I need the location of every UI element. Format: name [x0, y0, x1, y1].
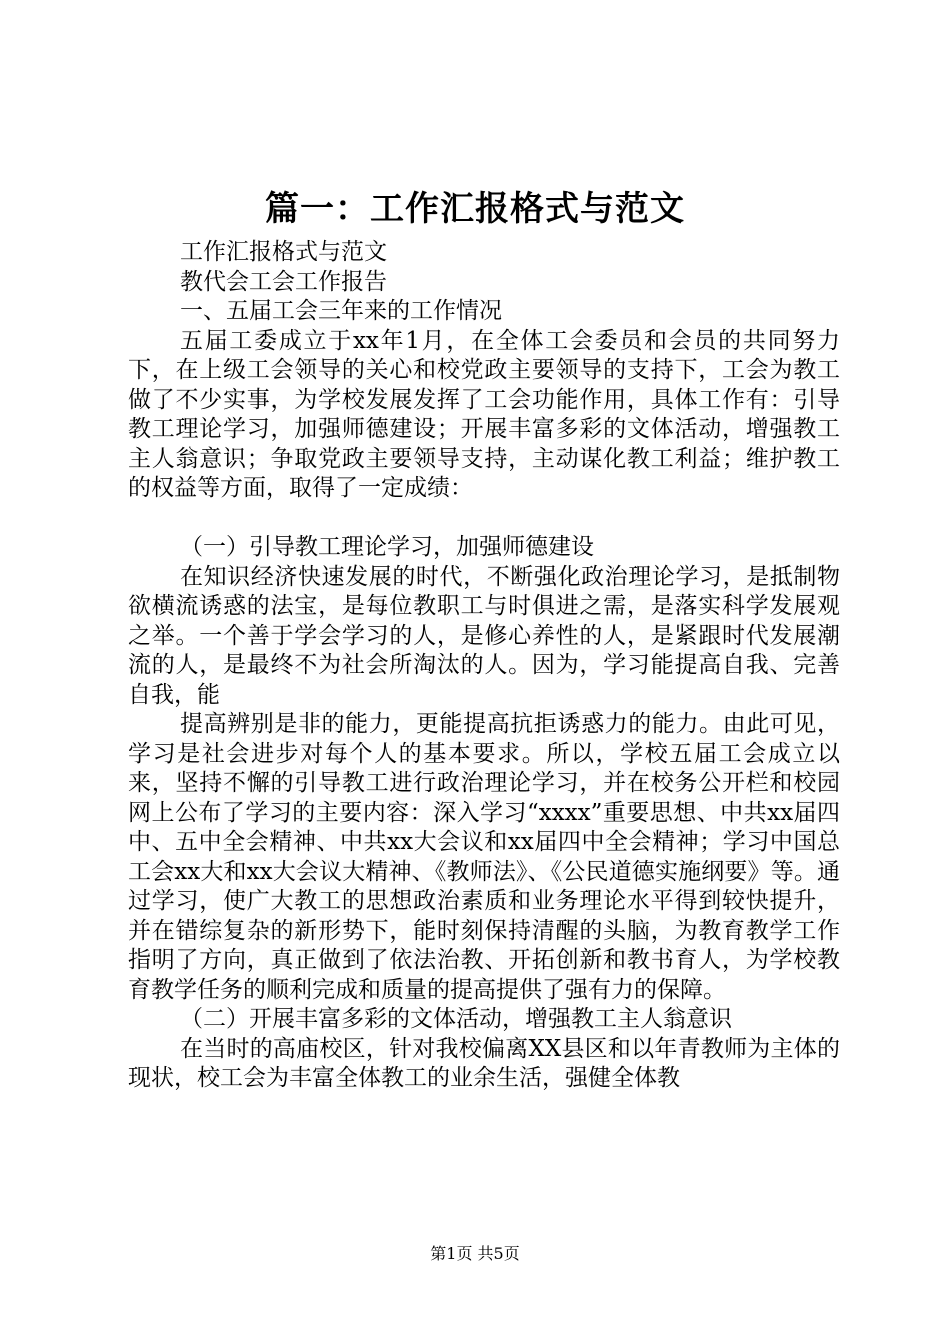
- paragraph-intro: 五届工委成立于xx年1月，在全体工会委员和会员的共同努力下，在上级工会领导的关心和校党政主要领导的支持下，工会为教工做了不少实事，为学校发展发挥了工会功能作用，具体工作有：引导教工理论学习，加强师德建设；开展丰富多彩的文体活动，增强教工主人翁意识；争取党政主要领导支持，主动谋化教工利益；维护教工的权益等方面，取得了一定成绩：: [128, 327, 840, 501]
- section-heading-1: 一、五届工会三年来的工作情况: [180, 298, 502, 324]
- paragraph-study-2: 提高辨别是非的能力，更能提高抗拒诱惑力的能力。由此可见，学习是社会进步对每个人的基本要求。所以，学校五届工会成立以来，坚持不懈的引导教工进行政治理论学习，并在校务公开栏和校园网上公布了学习的主要内容：深入学习“xxxx”重要思想、中共xx届四中、五中全会精神、中共xx大会议和xx届四中全会精神；学习中国总工会xx大和xx大会议大精神、《教师法》、《公民道德实施纲要》等。通过学习，使广大教工的思想政治素质和业务理论水平得到较快提升，并在错综复杂的新形势下，能时刻保持清醒的头脑，为教育教学工作指明了方向，真正做到了依法治教、开拓创新和教书育人，为学校教育教学任务的顺利完成和质量的提高提供了强有力的保障。: [128, 711, 840, 1003]
- page-indicator: 第1页 共5页: [430, 1244, 520, 1263]
- subsection-heading-2: （二）开展丰富多彩的文体活动，增强教工主人翁意识: [180, 1006, 732, 1032]
- document-title: 篇一：工作汇报格式与范文: [265, 189, 685, 229]
- subsection-heading-1: （一）引导教工理论学习，加强师德建设: [180, 534, 594, 560]
- paragraph-report-title: 教代会工会工作报告: [180, 268, 387, 295]
- document-body: [128, 238, 840, 1094]
- paragraph-activities: 在当时的高庙校区，针对我校偏离XX县区和以年青教师为主体的现状，校工会为丰富全体教工的业余生活，强健全体教: [128, 1035, 840, 1091]
- paragraph-doc-label: 工作汇报格式与范文: [180, 239, 387, 265]
- paragraph-study-1: 在知识经济快速发展的时代，不断强化政治理论学习，是抵制物欲横流诱惑的法宝，是每位教职工与时俱进之需，是落实科学发展观之举。一个善于学会学习的人，是修心养性的人，是紧跟时代发展潮流的人，是最终不为社会所淘汰的人。因为，学习能提高自我、完善自我，能: [128, 563, 840, 708]
